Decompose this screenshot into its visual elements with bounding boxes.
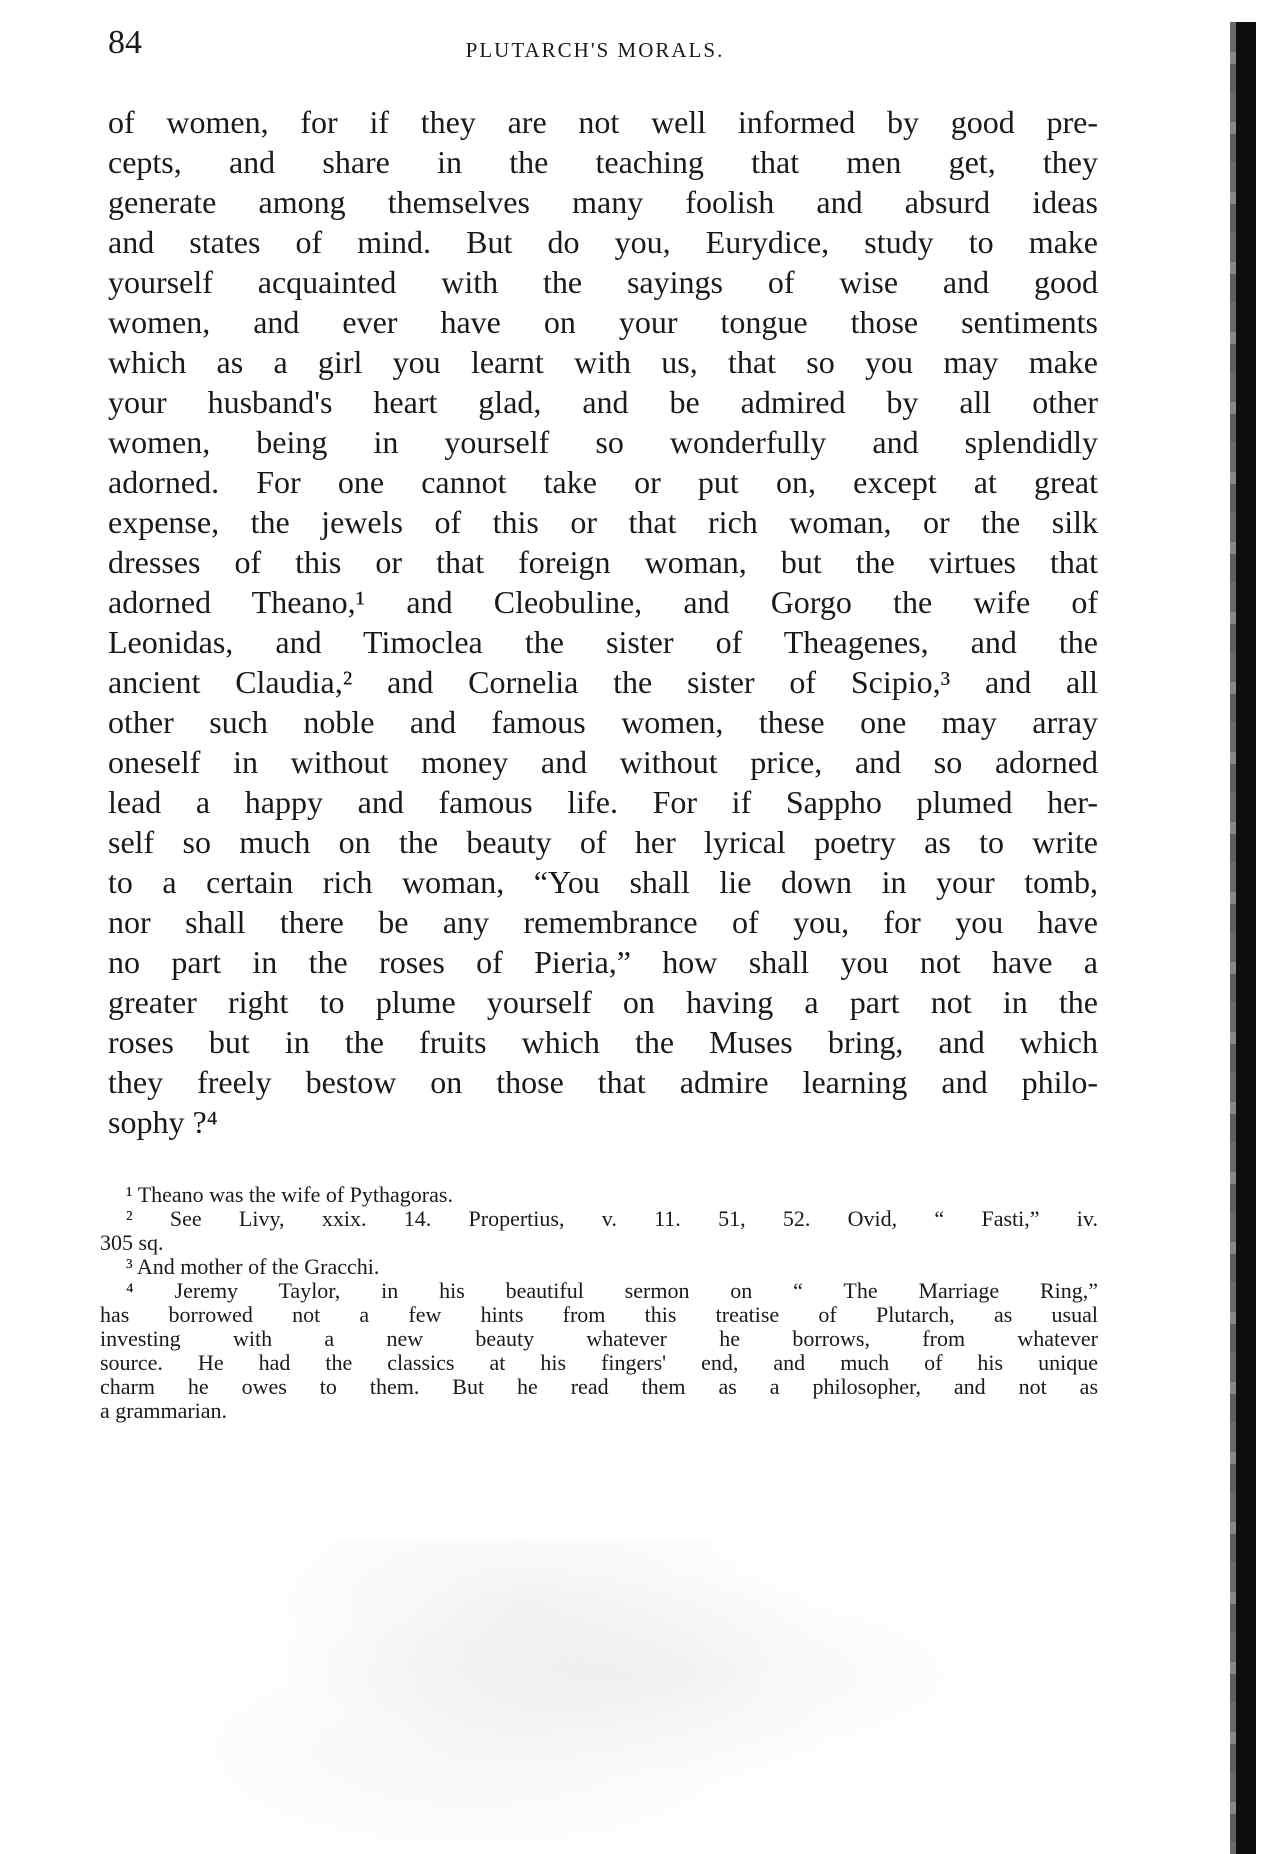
text-line: of women, for if they are not well informed by good pre-	[108, 104, 1098, 140]
text-line: other such noble and famous women, these one may array	[108, 704, 1098, 740]
show-through-bleed	[90, 1540, 1050, 1840]
text-line: to a certain rich woman, “You shall lie down in your tomb,	[108, 864, 1098, 900]
text-line: expense, the jewels of this or that rich woman, or the silk	[108, 504, 1098, 540]
footnote-4-cont: charm he owes to them. But he read them as a philosopher, and not as	[100, 1374, 1098, 1399]
running-head: PLUTARCH'S MORALS.	[465, 38, 725, 62]
main-text	[108, 102, 1098, 1142]
gutter-shadow-bar	[1236, 22, 1256, 1854]
footnote-4-cont: investing with a new beauty whatever he borrows, from whatever	[100, 1326, 1098, 1351]
footnote-4-cont: has borrowed not a few hints from this treatise of Plutarch, as usual	[100, 1302, 1098, 1327]
text-line: ancient Claudia,² and Cornelia the sister of Scipio,³ and all	[108, 664, 1098, 700]
text-line: women, and ever have on your tongue those sentiments	[108, 304, 1098, 340]
text-line: roses but in the fruits which the Muses bring, and which	[108, 1024, 1098, 1060]
text-line: oneself in without money and without price, and so adorned	[108, 744, 1098, 780]
footnote-2-cont: 305 sq.	[100, 1230, 164, 1255]
footnote-4-cont: a grammarian.	[100, 1398, 228, 1423]
text-line: lead a happy and famous life. For if Sappho plumed her-	[108, 784, 1098, 820]
text-line: no part in the roses of Pieria,” how shall you not have a	[108, 944, 1098, 980]
text-line: women, being in yourself so wonderfully and splendidly	[108, 424, 1098, 460]
footnote-2: ² See Livy, xxix. 14. Propertius, v. 11. 51, 52. Ovid, “ Fasti,” iv.	[126, 1206, 1098, 1231]
text-line: cepts, and share in the teaching that men get, they	[108, 144, 1098, 180]
text-line: greater right to plume yourself on having a part not in the	[108, 984, 1098, 1020]
footnote-4: ⁴ Jeremy Taylor, in his beautiful sermon on “ The Marriage Ring,”	[126, 1278, 1098, 1303]
text-line: your husband's heart glad, and be admired by all other	[108, 384, 1098, 420]
text-line: Leonidas, and Timoclea the sister of Theagenes, and the	[108, 624, 1098, 660]
text-line: self so much on the beauty of her lyrical poetry as to write	[108, 824, 1098, 860]
text-line: nor shall there be any remembrance of you, for you have	[108, 904, 1098, 940]
text-line: adorned. For one cannot take or put on, except at great	[108, 464, 1098, 500]
text-line: dresses of this or that foreign woman, but the virtues that	[108, 544, 1098, 580]
text-line: adorned Theano,¹ and Cleobuline, and Gorgo the wife of	[108, 584, 1098, 620]
text-line: yourself acquainted with the sayings of wise and good	[108, 264, 1098, 300]
page-number: 84	[108, 24, 142, 61]
footnote-1: ¹ Theano was the wife of Pythagoras.	[126, 1182, 453, 1207]
text-line: which as a girl you learnt with us, that so you may make	[108, 344, 1098, 380]
text-line: they freely bestow on those that admire learning and philo-	[108, 1064, 1098, 1100]
footnote-4-cont: source. He had the classics at his fingers' end, and much of his unique	[100, 1350, 1098, 1375]
text-line: and states of mind. But do you, Eurydice, study to make	[108, 224, 1098, 260]
text-line: sophy ?⁴	[108, 1104, 218, 1140]
text-line: generate among themselves many foolish and absurd ideas	[108, 184, 1098, 220]
footnote-3: ³ And mother of the Gracchi.	[126, 1254, 380, 1279]
footnotes	[100, 1183, 1098, 1423]
